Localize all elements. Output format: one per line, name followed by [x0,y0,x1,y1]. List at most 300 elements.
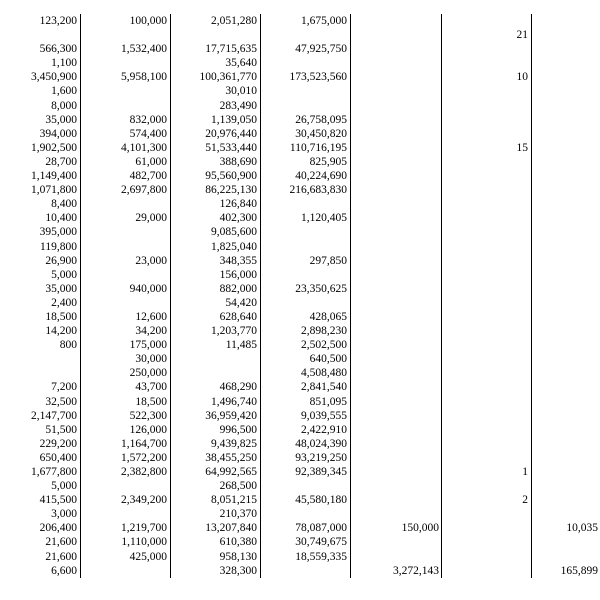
table-cell: 206,400 [0,521,81,535]
table-cell: 650,400 [0,451,81,465]
table-cell: 8,051,215 [171,493,261,507]
table-cell [442,338,532,352]
table-cell [442,211,532,225]
table-cell: 2,400 [0,296,81,310]
table-cell: 2,502,500 [261,338,351,352]
table-row [0,296,600,310]
table-cell: 5,958,100 [81,70,171,84]
table-cell: 21 [442,28,532,42]
table-cell: 415,500 [0,493,81,507]
table-cell: 5,000 [0,268,81,282]
table-cell: 2,349,200 [81,493,171,507]
table-row [0,493,600,507]
table-cell: 150,000 [351,521,442,535]
table-cell [351,479,442,493]
table-cell [351,338,442,352]
table-cell [532,366,600,380]
table-cell: 93,219,250 [261,451,351,465]
table-cell [261,240,351,254]
table-cell: 9,039,555 [261,409,351,423]
table-row [0,42,600,56]
table-cell [442,155,532,169]
table-cell: 11,485 [171,338,261,352]
table-cell: 54,420 [171,296,261,310]
table-cell [81,479,171,493]
table-cell: 268,500 [171,479,261,493]
table-cell: 29,000 [81,211,171,225]
table-cell: 2,841,540 [261,380,351,394]
table-cell [261,507,351,521]
table-cell [351,507,442,521]
table-cell [442,521,532,535]
table-cell: 851,095 [261,395,351,409]
table-cell: 175,000 [81,338,171,352]
table-cell [261,99,351,113]
table-cell: 30,749,675 [261,535,351,549]
table-cell [532,423,600,437]
table-cell [351,197,442,211]
table-cell [351,366,442,380]
table-cell [351,84,442,98]
table-cell: 18,500 [0,310,81,324]
table-cell [532,42,600,56]
table-cell: 5,000 [0,479,81,493]
table-cell [532,338,600,352]
table-cell [351,240,442,254]
table-cell [442,423,532,437]
table-cell: 210,370 [171,507,261,521]
table-cell: 30,000 [81,352,171,366]
table-cell [442,366,532,380]
table-cell [81,197,171,211]
table-cell [351,451,442,465]
table-cell: 173,523,560 [261,70,351,84]
table-cell [532,169,600,183]
table-cell: 21,600 [0,535,81,549]
table-cell [442,14,532,28]
table-cell [532,380,600,394]
table-row [0,197,600,211]
table-cell [532,268,600,282]
table-row [0,56,600,70]
table-cell: 2,147,700 [0,409,81,423]
table-row [0,99,600,113]
table-cell: 468,290 [171,380,261,394]
table-cell: 2,051,280 [171,14,261,28]
table-cell: 10 [442,70,532,84]
table-cell: 640,500 [261,352,351,366]
table-row [0,169,600,183]
table-cell [532,282,600,296]
table-cell [532,211,600,225]
table-cell [532,183,600,197]
table-cell: 1,219,700 [81,521,171,535]
table-cell: 2,697,800 [81,183,171,197]
table-cell [442,169,532,183]
table-cell: 958,130 [171,550,261,564]
table-cell [351,254,442,268]
table-cell: 51,533,440 [171,141,261,155]
table-row [0,141,600,155]
table-cell: 425,000 [81,550,171,564]
table-cell [351,380,442,394]
table-cell: 13,207,840 [171,521,261,535]
table-cell [261,564,351,578]
table-cell [261,197,351,211]
table-cell [171,366,261,380]
table-cell [442,84,532,98]
table-cell [351,183,442,197]
table-cell [532,254,600,268]
table-cell [442,535,532,549]
table-cell [532,493,600,507]
table-cell: 388,690 [171,155,261,169]
table-cell [351,99,442,113]
table-cell: 64,992,565 [171,465,261,479]
table-cell [81,84,171,98]
table-cell: 1,677,800 [0,465,81,479]
table-cell [261,479,351,493]
table-cell [442,42,532,56]
table-cell [351,310,442,324]
table-cell: 1,675,000 [261,14,351,28]
table-cell: 3,000 [0,507,81,521]
table-cell: 3,272,143 [351,564,442,578]
table-cell: 1,110,000 [81,535,171,549]
table-cell: 126,000 [81,423,171,437]
table-row [0,395,600,409]
table-cell: 92,389,345 [261,465,351,479]
table-cell [442,310,532,324]
table-cell [442,113,532,127]
table-row [0,28,600,42]
table-cell [81,296,171,310]
table-cell: 1,164,700 [81,437,171,451]
table-cell: 1,532,400 [81,42,171,56]
table-cell: 40,224,690 [261,169,351,183]
table-cell [442,56,532,70]
table-cell: 47,925,750 [261,42,351,56]
table-cell: 1,572,200 [81,451,171,465]
table-cell [532,310,600,324]
table-cell [442,451,532,465]
table-cell [351,28,442,42]
table-cell: 110,716,195 [261,141,351,155]
table-cell: 95,560,900 [171,169,261,183]
table-row [0,70,600,84]
table-cell: 14,200 [0,324,81,338]
table-cell [351,169,442,183]
table-row [0,183,600,197]
table-row [0,352,600,366]
table-cell: 119,800 [0,240,81,254]
table-cell [261,268,351,282]
table-row [0,380,600,394]
table-cell [442,324,532,338]
table-cell [442,225,532,239]
table-cell: 832,000 [81,113,171,127]
table-cell [442,127,532,141]
table-cell [532,296,600,310]
table-cell [532,437,600,451]
table-row [0,521,600,535]
table-cell: 78,087,000 [261,521,351,535]
table-cell [0,352,81,366]
table-cell [81,268,171,282]
table-cell [351,296,442,310]
data-table [0,14,600,578]
table-cell [442,99,532,113]
table-cell [81,507,171,521]
table-cell: 28,700 [0,155,81,169]
table-row [0,127,600,141]
table-row [0,282,600,296]
table-cell [442,240,532,254]
table-cell [532,507,600,521]
table-cell [532,465,600,479]
table-cell: 1,100 [0,56,81,70]
table-cell [0,28,81,42]
table-cell [351,70,442,84]
table-cell: 20,976,440 [171,127,261,141]
table-cell [351,493,442,507]
table-cell [532,14,600,28]
table-cell: 36,959,420 [171,409,261,423]
table-cell: 86,225,130 [171,183,261,197]
table-row [0,310,600,324]
table-cell: 297,850 [261,254,351,268]
table-cell: 18,559,335 [261,550,351,564]
table-cell: 250,000 [81,366,171,380]
table-cell: 394,000 [0,127,81,141]
table-cell: 61,000 [81,155,171,169]
table-cell: 2,422,910 [261,423,351,437]
table-cell: 402,300 [171,211,261,225]
table-cell [442,395,532,409]
table-cell [532,127,600,141]
table-cell [351,324,442,338]
table-cell: 15 [442,141,532,155]
table-cell: 38,455,250 [171,451,261,465]
table-cell [351,127,442,141]
table-cell: 7,200 [0,380,81,394]
table-cell [351,409,442,423]
table-cell [532,113,600,127]
table-cell: 26,758,095 [261,113,351,127]
table-cell [532,240,600,254]
table-cell [351,268,442,282]
table-cell: 1,149,400 [0,169,81,183]
table-cell [0,366,81,380]
table-cell: 1,600 [0,84,81,98]
table-cell [442,254,532,268]
table-cell: 12,600 [81,310,171,324]
table-cell [532,155,600,169]
table-cell: 229,200 [0,437,81,451]
table-cell: 1,120,405 [261,211,351,225]
table-cell: 35,640 [171,56,261,70]
table-cell [532,451,600,465]
table-row [0,465,600,479]
table-cell [532,352,600,366]
table-cell [442,296,532,310]
table-cell [442,550,532,564]
table-cell [532,225,600,239]
table-row [0,479,600,493]
table-cell: 610,380 [171,535,261,549]
table-cell: 2,382,800 [81,465,171,479]
table-row [0,225,600,239]
table-row [0,324,600,338]
table-cell [351,56,442,70]
table-cell: 428,065 [261,310,351,324]
table-row [0,84,600,98]
table-cell [532,395,600,409]
table-cell: 156,000 [171,268,261,282]
table-cell [442,437,532,451]
table-cell: 123,200 [0,14,81,28]
table-cell [532,197,600,211]
table-cell: 100,000 [81,14,171,28]
table-cell: 17,715,635 [171,42,261,56]
table-row [0,14,600,28]
table-cell: 574,400 [81,127,171,141]
table-cell: 23,000 [81,254,171,268]
table-cell: 1,071,800 [0,183,81,197]
table-cell [532,409,600,423]
table-cell [532,535,600,549]
table-cell [532,84,600,98]
table-cell [351,282,442,296]
table-cell: 1,902,500 [0,141,81,155]
table-cell [442,183,532,197]
table-row [0,366,600,380]
table-row [0,409,600,423]
table-cell [81,225,171,239]
table-cell [442,507,532,521]
table-cell: 4,101,300 [81,141,171,155]
table-cell [442,479,532,493]
table-row [0,338,600,352]
table-row [0,564,600,578]
table-cell: 996,500 [171,423,261,437]
table-cell [351,155,442,169]
table-cell: 8,000 [0,99,81,113]
table-cell [81,564,171,578]
table-cell [532,70,600,84]
table-cell: 328,300 [171,564,261,578]
table-cell [532,141,600,155]
table-cell [351,113,442,127]
table-cell: 1 [442,465,532,479]
table-cell: 216,683,830 [261,183,351,197]
table-cell: 2 [442,493,532,507]
table-cell [442,409,532,423]
table-cell: 825,905 [261,155,351,169]
table-cell [351,423,442,437]
table-cell: 800 [0,338,81,352]
table-cell [261,296,351,310]
table-cell: 35,000 [0,282,81,296]
table-cell: 6,600 [0,564,81,578]
table-cell [442,268,532,282]
table-cell [261,84,351,98]
table-cell [351,395,442,409]
table-cell [351,437,442,451]
table-cell [351,225,442,239]
table-cell [81,56,171,70]
table-cell: 9,085,600 [171,225,261,239]
table-cell: 100,361,770 [171,70,261,84]
table-cell [442,564,532,578]
table-cell [532,56,600,70]
table-row [0,535,600,549]
table-cell: 51,500 [0,423,81,437]
table-cell [261,28,351,42]
table-cell: 30,450,820 [261,127,351,141]
table-cell: 3,450,900 [0,70,81,84]
table-cell [351,211,442,225]
table-cell: 566,300 [0,42,81,56]
table-cell: 35,000 [0,113,81,127]
table-cell [351,141,442,155]
table-row [0,437,600,451]
table-cell: 4,508,480 [261,366,351,380]
table-cell: 1,203,770 [171,324,261,338]
table-cell [442,380,532,394]
table-cell [261,56,351,70]
table-row [0,254,600,268]
table-cell: 1,825,040 [171,240,261,254]
table-cell [81,99,171,113]
table-row [0,155,600,169]
table-cell [171,28,261,42]
table-cell: 48,024,390 [261,437,351,451]
table-cell: 882,000 [171,282,261,296]
table-cell [171,352,261,366]
table-cell: 30,010 [171,84,261,98]
table-row [0,423,600,437]
table-cell [532,550,600,564]
table-cell [532,324,600,338]
table-cell: 32,500 [0,395,81,409]
table-cell: 21,600 [0,550,81,564]
table-cell [442,352,532,366]
table-row [0,451,600,465]
table-cell [351,535,442,549]
table-row [0,240,600,254]
table-cell [532,28,600,42]
table-cell [81,240,171,254]
table-cell: 43,700 [81,380,171,394]
table-cell: 1,496,740 [171,395,261,409]
table-row [0,550,600,564]
table-cell: 482,700 [81,169,171,183]
table-cell: 165,899 [560,564,598,577]
table-cell [442,197,532,211]
table-cell: 348,355 [171,254,261,268]
table-cell: 45,580,180 [261,493,351,507]
table-row [0,211,600,225]
table-cell [442,282,532,296]
table-row [0,113,600,127]
table-cell [261,225,351,239]
table-cell [351,14,442,28]
table-row [0,507,600,521]
table-cell [351,352,442,366]
table-cell [81,28,171,42]
table-cell: 1,139,050 [171,113,261,127]
